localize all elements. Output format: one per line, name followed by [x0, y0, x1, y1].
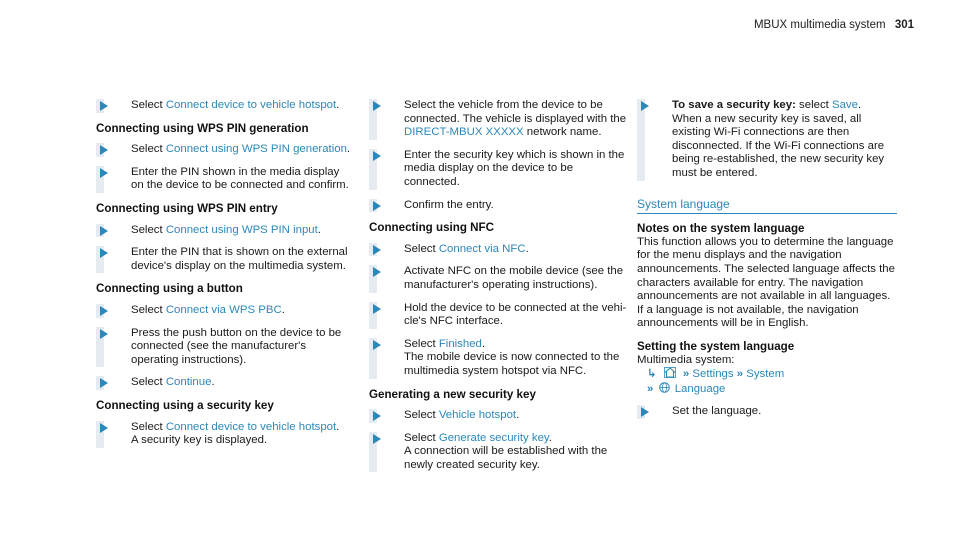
menu-path-intro: Multimedia system: [637, 353, 735, 366]
chevron-icon: » [647, 382, 654, 395]
heading-setting-language: Setting the system language [637, 339, 795, 353]
step-arrow-icon [641, 407, 649, 417]
step-note: The mobile device is now connected to the multimedia system hotspot via NFC. [404, 351, 620, 377]
heading-wps-pin-entry: Connecting using WPS PIN entry [96, 201, 278, 215]
menu-item-connect-hotspot-2[interactable]: Connect device to vehicle hotspot [165, 420, 337, 433]
page-number: 301 [894, 19, 914, 31]
step-select-generate-key: Select Generate security key. A connection will be established with the newly created security key. [369, 432, 627, 473]
heading-wps-pin-generation: Connecting using WPS PIN generation [96, 121, 309, 135]
menu-item-connect-nfc[interactable]: Connect via NFC [438, 242, 526, 255]
manual-title: MBUX multimedia system [753, 19, 886, 31]
column-2 [369, 99, 627, 481]
menu-item-continue[interactable]: Continue [165, 376, 212, 389]
menu-item-settings[interactable]: Settings [692, 368, 734, 381]
page-header [754, 19, 914, 33]
chevron-icon: » [736, 368, 744, 381]
column-1 [96, 99, 354, 457]
step-arrow-icon [641, 101, 649, 111]
step-arrow-icon [100, 423, 108, 433]
globe-icon [659, 382, 670, 393]
menu-item-generate-security-key[interactable]: Generate security key [438, 431, 549, 444]
step-arrow-icon [373, 434, 381, 444]
menu-item-wps-pin-generation[interactable]: Connect using WPS PIN generation [165, 143, 347, 156]
step-arrow-icon [373, 201, 381, 211]
menu-item-connect-hotspot[interactable]: Connect device to vehicle hotspot [165, 99, 337, 111]
step-select-finished: Select Finished. The mobile device is now connected to the multimedia system hotspot via NFC. [369, 338, 627, 379]
step-arrow-icon [373, 245, 381, 255]
step-select-wps-pbc: Select Connect via WPS PBC. [96, 304, 354, 318]
step-save-security-key: To save a security key: select Save. When a new security key is saved, all existing Wi-Fi connections are then disconnected. If the Wi-Fi connections are being re-established, the new security key must be entered. [637, 99, 897, 181]
step-arrow-icon [100, 101, 108, 111]
home-icon[interactable] [664, 367, 676, 378]
step-arrow-icon [100, 329, 108, 339]
menu-item-system[interactable]: System [746, 368, 785, 381]
step-arrow-icon [373, 101, 381, 111]
step-activate-nfc: Activate NFC on the mobile device (see the manufacturer's operating instructions). [369, 265, 627, 292]
step-select-vehicle-hotspot: Select Vehicle hotspot. [369, 409, 627, 423]
notes-paragraph: This function allows you to determine the language for the menu displays and the navigation announcements. The selected language affects the characters available for entry. The navigation announcements are not available in all languages. If a language is not available, the navigation announcements will be in English. [637, 235, 895, 330]
step-arrow-icon [100, 306, 108, 316]
heading-security-key: Connecting using a security key [96, 398, 274, 412]
step-arrow-icon [100, 248, 108, 258]
step-select-wps-pin-gen: Select Connect using WPS PIN generation. [96, 143, 354, 157]
menu-item-save[interactable]: Save [831, 99, 858, 111]
chevron-icon: » [682, 368, 690, 381]
step-arrow-icon [373, 340, 381, 350]
step-select-connect-hotspot-2: Select Connect device to vehicle hotspot. A security key is displayed. [96, 421, 354, 448]
step-select-nfc: Select Connect via NFC. [369, 243, 627, 257]
heading-notes-language: Notes on the system language [637, 222, 805, 236]
step-hold-device: Hold the device to be connected at the vehicle's NFC interface. [369, 302, 627, 329]
step-enter-pin: Enter the PIN shown in the media display on the device to be connected and confirm. [96, 166, 354, 193]
step-arrow-icon [373, 411, 381, 421]
heading-button: Connecting using a button [96, 282, 243, 296]
step-arrow-icon [100, 168, 108, 178]
heading-new-security-key: Generating a new security key [369, 387, 536, 401]
step-press-push-button: Press the push button on the device to be connected (see the manufacturer's operating instructions). [96, 327, 354, 368]
step-note: A security key is displayed. [131, 434, 268, 447]
menu-item-language[interactable]: Language [674, 382, 726, 395]
step-note: A connection will be established with the newly created security key. [404, 445, 608, 471]
menu-item-wps-pbc[interactable]: Connect via WPS PBC [165, 303, 282, 316]
step-select-continue: Select Continue. [96, 376, 354, 390]
step-note: When a new security key is saved, all existing Wi-Fi connections are then disconnected. If the Wi-Fi connections are being re-established, the new security key must be entered. [672, 112, 885, 179]
step-arrow-icon [373, 304, 381, 314]
column-3 [637, 99, 897, 428]
step-arrow-icon [100, 145, 108, 155]
step-enter-external-pin: Enter the PIN that is shown on the external device's display on the multimedia system. [96, 246, 354, 273]
step-arrow-icon [100, 378, 108, 388]
menu-item-wps-pin-input[interactable]: Connect using WPS PIN input [165, 223, 318, 236]
step-select-wps-pin-input: Select Connect using WPS PIN input. [96, 224, 354, 238]
step-select-vehicle: Select the vehicle from the device to be connected. The vehicle is displayed with the DIRECT-MBUX XXXXX network name. [369, 99, 627, 140]
menu-item-finished[interactable]: Finished [438, 337, 482, 350]
step-set-language: Set the language. [637, 405, 897, 419]
path-arrow-icon: ↳ [647, 368, 657, 381]
step-enter-security-key: Enter the security key which is shown in the media display on the device to be connected. [369, 149, 627, 190]
menu-path-line-2 [637, 382, 897, 397]
step-arrow-icon [373, 267, 381, 277]
menu-path [637, 367, 897, 382]
heading-nfc: Connecting using NFC [369, 221, 494, 235]
step-arrow-icon [373, 151, 381, 161]
menu-item-vehicle-hotspot[interactable]: Vehicle hotspot [438, 409, 517, 422]
step-arrow-icon [100, 226, 108, 236]
step-confirm-entry: Confirm the entry. [369, 199, 627, 213]
step-select-connect-hotspot: Select Connect device to vehicle hotspot. [96, 99, 354, 113]
network-name: DIRECT-MBUX XXXXX [404, 126, 524, 139]
section-title-system-language: System language [637, 198, 897, 215]
